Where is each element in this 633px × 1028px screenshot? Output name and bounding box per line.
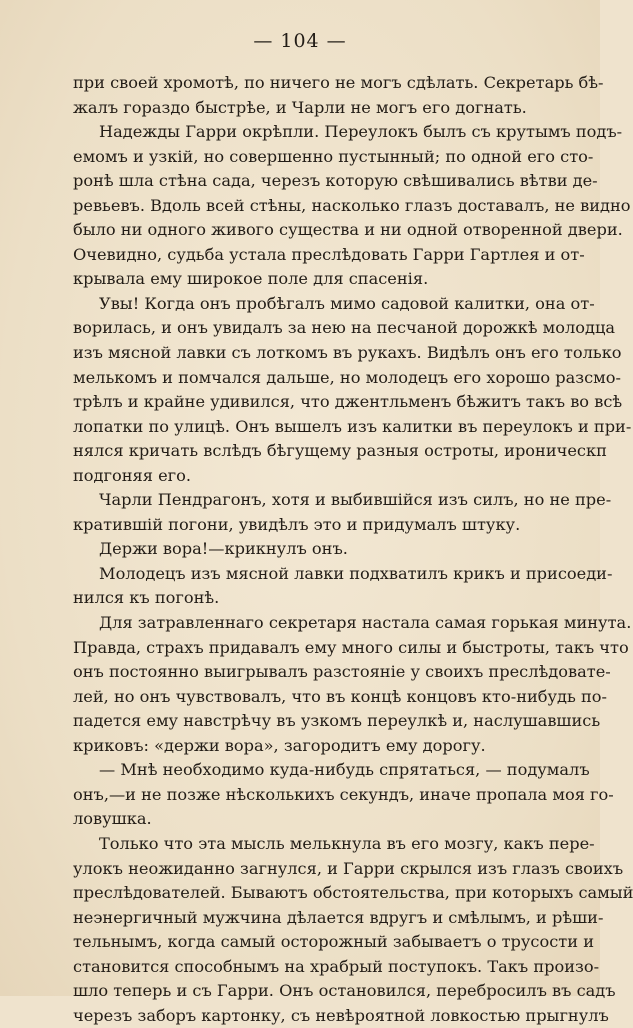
text-line: онъ,—и не позже нѣсколькихъ секундъ, иначе пропала моя го- (73, 784, 614, 804)
page-text (73, 71, 633, 1028)
page-number: — 104 — (253, 30, 347, 52)
text-line: трѣлъ и крайне удивился, что джентльменъ бѣжитъ такъ во всѣ (73, 392, 623, 412)
text-line: Чарли Пендрагонъ, хотя и выбившійся изъ силъ, но не пре- (99, 490, 612, 510)
text-line: Для затравленнаго секретаря настала самая горькая минута. (99, 613, 632, 633)
text-line: лей, но онъ чувствовалъ, что въ концѣ концовъ кто-нибудь по- (73, 686, 607, 706)
text-line: емомъ и узкій, но совершенно пустынный; по одной его сто- (73, 146, 594, 166)
text-line: жалъ гораздо быстрѣе, и Чарли не могъ его догнать. (73, 97, 527, 117)
text-line: Только что эта мысль мелькнула въ его мозгу, какъ пере- (99, 833, 595, 853)
text-line: кратившій погони, увидѣлъ это и придумалъ штуку. (73, 514, 521, 534)
text-line: было ни одного живого существа и ни одной отворенной двери. (73, 220, 623, 240)
text-line: при своей хромотѣ, по ничего не могъ сдѣлать. Секретарь бѣ- (73, 73, 604, 92)
text-line: преслѣдователей. Бываютъ обстоятельства, при которыхъ самый (73, 883, 633, 903)
text-line: подгоняя его. (73, 465, 192, 485)
text-line: ронѣ шла стѣна сада, черезъ которую свѣшивались вѣтви де- (73, 171, 598, 191)
text-line: Правда, страхъ придавалъ ему много силы и быстроты, такъ что (73, 637, 629, 657)
text-line: неэнергичный мужчина дѣлается вдругъ и смѣлымъ, и рѣши- (73, 907, 604, 927)
text-line: улокъ неожиданно загнулся, и Гарри скрылся изъ глазъ своихъ (73, 858, 624, 878)
text-line: онъ постоянно выигрывалъ разстояніе у своихъ преслѣдовате- (73, 662, 611, 682)
text-line: тельнымъ, когда самый осторожный забываетъ о трусости и (73, 932, 594, 952)
text-line: крывала ему широкое поле для спасенія. (73, 269, 429, 289)
text-line: черезъ заборъ картонку, съ невѣроятной ловкостью прыгнулъ (73, 1005, 609, 1025)
text-line: — Мнѣ необходимо куда-нибудь спрятаться, — подумалъ (99, 760, 590, 780)
text-line: ворилась, и онъ увидалъ за нею на песчаной дорожкѣ молодца (73, 318, 616, 338)
text-line: лопатки по улицѣ. Онъ вышелъ изъ калитки въ переулокъ и при- (73, 416, 632, 436)
text-line: нялся кричать вслѣдъ бѣгущему разныя остроты, ироническп (73, 441, 607, 461)
text-line: Очевидно, судьба устала преслѣдовать Гарри Гартлея и от- (73, 244, 585, 264)
text-line: криковъ: «держи вора», загородитъ ему дорогу. (73, 735, 486, 755)
text-line: мелькомъ и помчался дальше, но молодецъ его хорошо разсмо- (73, 367, 621, 387)
text-line: ловушка. (73, 809, 152, 829)
text-line: Держи вора!—крикнулъ онъ. (99, 539, 348, 559)
text-line: Молодецъ изъ мясной лавки подхватилъ крикъ и присоеди- (99, 563, 613, 583)
text-line: Увы! Когда онъ пробѣгалъ мимо садовой калитки, она от- (99, 293, 595, 313)
text-line: шло теперь и съ Гарри. Онъ остановился, перебросилъ въ садъ (73, 981, 616, 1001)
text-line: Надежды Гарри окрѣпли. Переулокъ былъ съ крутымъ подъ- (99, 122, 623, 142)
text-line: становится способнымъ на храбрый поступокъ. Такъ произо- (73, 956, 600, 976)
text-line: ревьевъ. Вдоль всей стѣны, насколько глазъ доставалъ, не видно (73, 195, 631, 215)
text-line: нился къ погонѣ. (73, 588, 220, 608)
text-line: изъ мясной лавки съ лоткомъ въ рукахъ. Видѣлъ онъ его только (73, 343, 622, 363)
text-line: падется ему навстрѣчу въ узкомъ переулкѣ и, наслушавшись (73, 711, 601, 731)
